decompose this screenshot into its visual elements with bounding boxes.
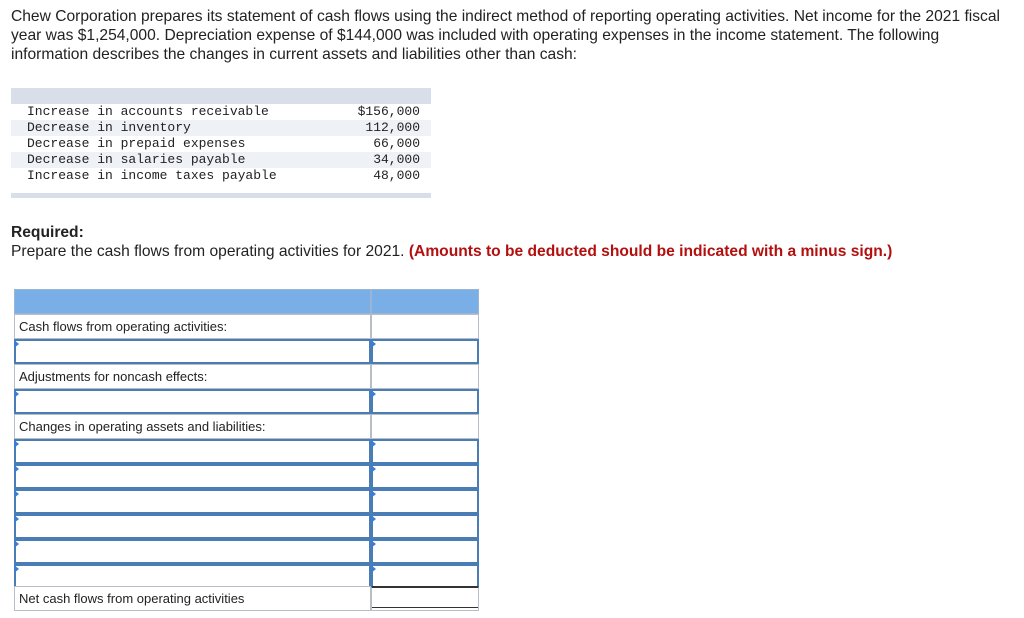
amount-input[interactable]	[371, 389, 479, 414]
amount-input[interactable]	[371, 464, 479, 489]
section-label: Changes in operating assets and liabilities:	[19, 419, 266, 434]
changes-row-accounts-receivable	[11, 104, 431, 120]
changes-label: Decrease in inventory	[27, 120, 191, 135]
worksheet-input-row-3	[14, 439, 479, 464]
required-instructions	[11, 242, 892, 261]
amount-input[interactable]	[371, 539, 479, 564]
required-text: Prepare the cash flows from operating activities for 2021.	[11, 243, 405, 260]
line-item-dropdown[interactable]	[14, 389, 371, 414]
changes-amount: $156,000	[357, 104, 420, 119]
worksheet-input-row-6	[14, 514, 479, 539]
section-label: Cash flows from operating activities:	[19, 319, 228, 334]
changes-amount: 48,000	[373, 168, 420, 183]
line-item-dropdown[interactable]	[14, 439, 371, 464]
section-label: Adjustments for noncash effects:	[19, 369, 208, 384]
changes-label: Decrease in salaries payable	[27, 152, 246, 167]
changes-table-header-bar	[11, 88, 431, 104]
line-item-dropdown[interactable]	[14, 539, 371, 564]
worksheet-input-row-2	[14, 389, 479, 414]
amount-input[interactable]	[371, 439, 479, 464]
changes-table	[11, 88, 431, 198]
line-item-dropdown[interactable]	[14, 514, 371, 539]
changes-amount: 66,000	[373, 136, 420, 151]
worksheet-input-row-7	[14, 539, 479, 564]
changes-row-income-taxes-payable	[11, 168, 431, 184]
worksheet-header-cell	[14, 289, 371, 314]
amount-input[interactable]	[371, 514, 479, 539]
line-item-dropdown[interactable]	[14, 489, 371, 514]
changes-row-salaries-payable	[11, 152, 431, 168]
worksheet-input-row-1	[14, 339, 479, 364]
changes-amount: 112,000	[365, 120, 420, 135]
worksheet-input-row-4	[14, 464, 479, 489]
changes-label: Decrease in prepaid expenses	[27, 136, 246, 151]
line-item-dropdown[interactable]	[14, 464, 371, 489]
amount-input[interactable]	[371, 489, 479, 514]
worksheet-section-adjustments	[14, 364, 479, 389]
worksheet-total-row	[14, 586, 479, 611]
problem-intro: Chew Corporation prepares its statement of cash flows using the indirect method of reporting operating activities. Net income for the 2021 fiscal year was $1,254,000. Depreciation expense of $144,000 was included with operating expenses in the income statement. The following information describes the changes in current assets and liabilities other than cash:	[11, 8, 1000, 63]
worksheet-header-row	[14, 289, 479, 314]
line-item-dropdown[interactable]	[14, 339, 371, 364]
cash-flow-worksheet	[14, 289, 479, 611]
required-heading: Required:	[11, 224, 84, 241]
total-label: Net cash flows from operating activities	[19, 591, 245, 606]
worksheet-section-changes	[14, 414, 479, 439]
required-note: (Amounts to be deducted should be indicated with a minus sign.)	[408, 243, 893, 260]
changes-row-inventory	[11, 120, 431, 136]
amount-input[interactable]	[371, 339, 479, 364]
changes-label: Increase in income taxes payable	[27, 168, 277, 183]
changes-row-prepaid-expenses	[11, 136, 431, 152]
changes-table-footer-bar	[11, 193, 431, 198]
changes-label: Increase in accounts receivable	[27, 104, 269, 119]
changes-amount: 34,000	[373, 152, 420, 167]
total-amount[interactable]	[371, 586, 479, 611]
worksheet-header-cell	[371, 289, 479, 314]
worksheet-input-row-5	[14, 489, 479, 514]
worksheet-section-cash-flows	[14, 314, 479, 339]
